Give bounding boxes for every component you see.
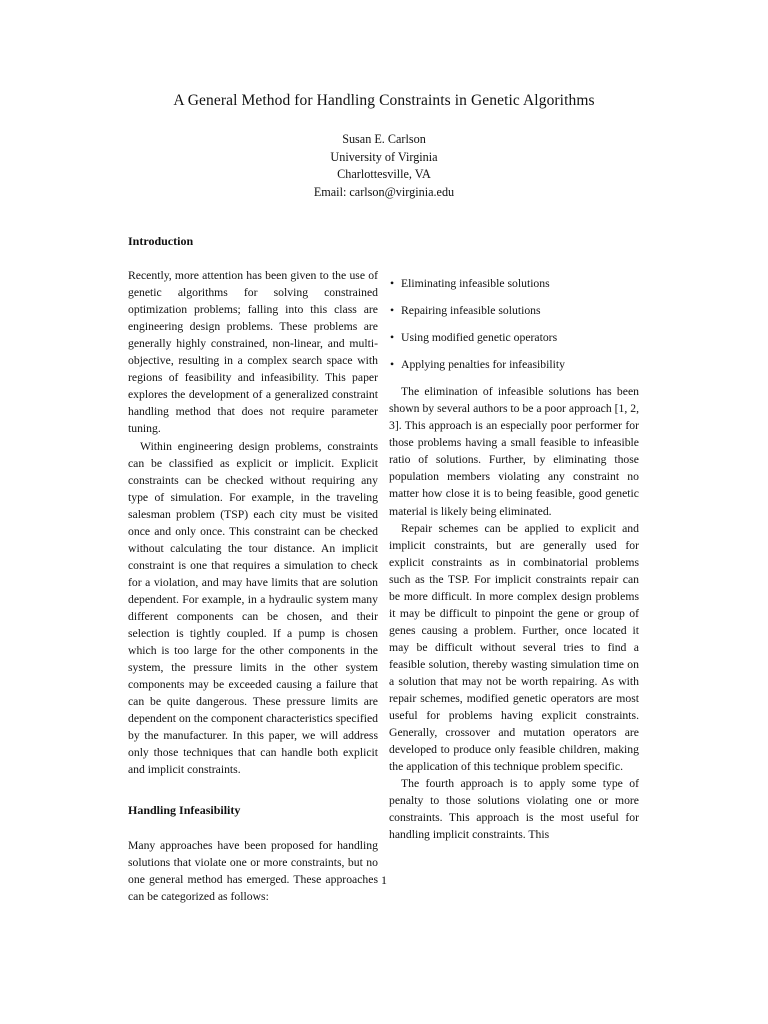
author-email: Email: carlson@virginia.edu	[313, 184, 455, 199]
list-item	[389, 275, 639, 292]
handling-paragraph-1: Many approaches have been proposed for handling solutions that violate one or more constraints, but no one general method has emerged. These approaches can be categorized as follows:	[128, 838, 378, 903]
left-column	[128, 233, 378, 905]
bullet-icon: •	[390, 304, 395, 318]
author-affiliation: University of Virginia	[330, 149, 438, 164]
handling-paragraph-3: Repair schemes can be applied to explicit and implicit constraints, but are generally used for explicit constraints as in combinatorial problems such as the TSP. For implicit constraints repair can be more difficult. In more complex design problems it may be difficult to pinpoint the gene or group of genes causing a problem. Further, once located it may be difficult without several tries to find a feasible solution, thereby wasting simulation time on a solution that may not be worth repairing. As with repair schemes, modified genetic operators are most useful for problems having explicit constraints. Generally, crossover and mutation operators are developed to produce only feasible children, making the application of this technique problem specific.	[389, 521, 639, 774]
author-location: Charlottesville, VA	[337, 167, 431, 181]
intro-paragraph-1: Recently, more attention has been given to the use of genetic algorithms for solving constrained optimization problems; falling into this class are engineering design problems. These problems are generally highly constrained, non-linear, and multi-objective, resulting in a complex search space with regions of feasibility and infeasibility. This paper explores the development of a generalized constraint handling method that does not require parameter tuning.	[128, 269, 378, 436]
page-number: 1	[381, 873, 387, 887]
list-item	[389, 356, 639, 373]
list-item	[389, 302, 639, 319]
list-item-text: Eliminating infeasible solutions	[401, 277, 550, 290]
bullet-icon: •	[390, 277, 395, 290]
handling-paragraph-4: The fourth approach is to apply some type of penalty to those solutions violating one or more constraints. This approach is the most useful for handling implicit constraints. This	[389, 777, 639, 842]
author-name: Susan E. Carlson	[342, 132, 426, 146]
approaches-list	[389, 275, 639, 373]
handling-paragraph-2: The elimination of infeasible solutions has been shown by several authors to be a poor approach [1, 2, 3]. This approach is an especially poor performer for those problems having a small feasible to infeasible ratio of solutions. Further, by eliminating those population members violating any constraint no matter how close it is to being feasible, good genetic material is likely being eliminated.	[389, 385, 639, 518]
bullet-icon: •	[390, 331, 395, 345]
paper-title: A General Method for Handling Constraints in Genetic Algorithms	[173, 92, 595, 109]
bullet-icon: •	[390, 358, 395, 372]
section-heading-introduction: Introduction	[128, 234, 194, 248]
author-block	[160, 131, 608, 201]
list-item-text: Applying penalties for infeasibility	[401, 358, 565, 372]
intro-paragraph-2: Within engineering design problems, constraints can be classified as explicit or implicit. Explicit constraints can be checked without requiring any type of simulation. For example, in the traveling salesman problem (TSP) each city must be visited once and only once. This constraint can be checked without calculating the tour distance. An implicit constraint is one that requires a simulation to check for a violation, and may have limits that are solution dependent. For example, in a hydraulic system many different components can be chosen, and their selection is tightly coupled. If a pump is chosen which is too large for the other components in the system, the pressure limits in the other system components may be exceeded causing a failure that can be quite dangerous. These pressure limits are dependent on the component characteristics specified by the manufacturer. In this paper, we will address only those techniques that can handle both explicit and implicit constraints.	[128, 439, 378, 777]
list-item	[389, 329, 639, 346]
list-item-text: Repairing infeasible solutions	[401, 304, 541, 318]
list-item-text: Using modified genetic operators	[401, 331, 558, 345]
section-heading-handling-infeasibility: Handling Infeasibility	[128, 803, 241, 818]
right-column	[389, 233, 639, 843]
